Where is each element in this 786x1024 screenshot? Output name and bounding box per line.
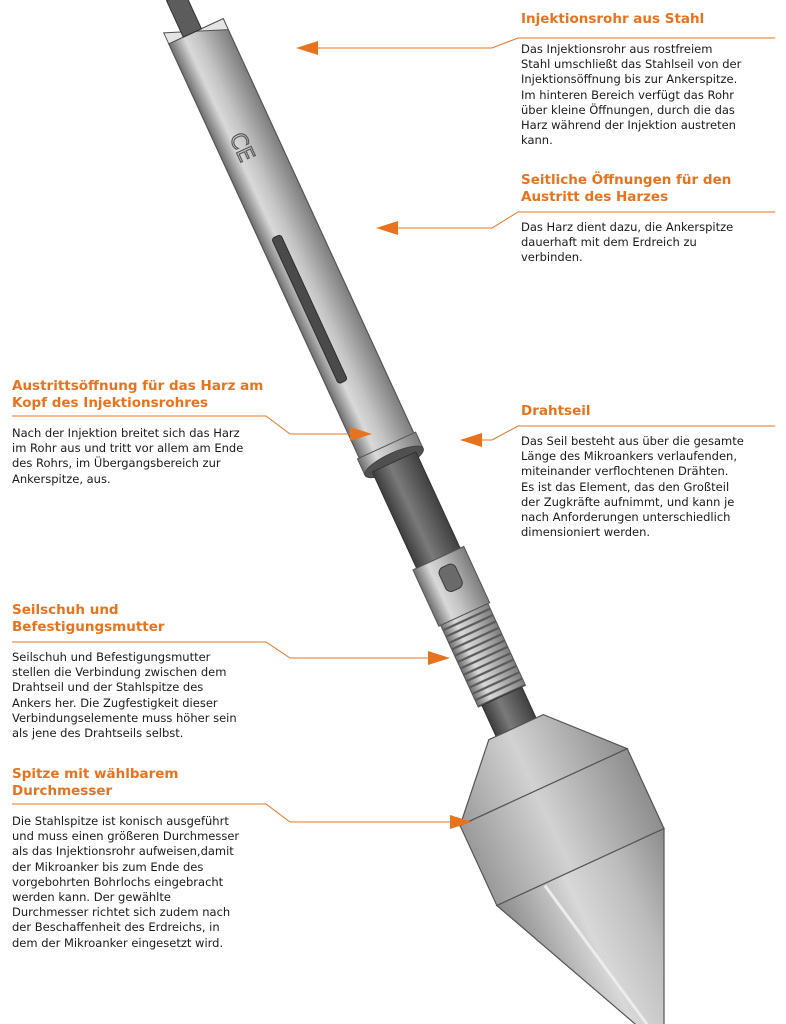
callout-seilschuh [12,602,274,741]
callout-text: Das Seil besteht aus über die gesamte Länge des Mikroankers verlaufenden, miteinander verflochtenen Drähten. Es ist das Element, das den Großteil der Zugkräfte aufnimmt, und kann je nach Anforderungen unterschiedlich dimensioniert werden. [521,434,744,540]
callout-text: Das Harz dient dazu, die Ankerspitze dauerhaft mit dem Erdreich zu verbinden. [521,220,734,265]
ce-marking: CE [223,129,259,167]
callout-injektionsrohr [521,11,776,148]
callout-drahtseil [521,403,781,540]
arrow-drahtseil [460,433,482,447]
callout-text: Nach der Injektion breitet sich das Harz im Rohr aus und tritt vor allem am Ende des Rohrs, im Übergangsbereich zur Ankerspitze, aus. [12,426,244,486]
arrow-seilschuh [428,651,450,665]
tip-head [432,689,747,1024]
callout-seitliche-oeffnungen [521,172,776,266]
callout-title: Austrittsöffnung für das Harz am Kopf des Injektionsrohres [12,378,264,411]
callout-austrittsoeffnung [12,378,274,487]
callout-text: Das Injektionsrohr aus rostfreiem Stahl umschließt das Stahlseil von der Injektionsöffnung bis zur Ankerspitze. Im hinteren Bereich verfügt das Rohr über kleine Öffnungen, durch die das Harz während der Injektion austreten kann. [521,42,742,148]
arrow-seitliche-oeffnungen [376,221,398,235]
callout-title: Drahtseil [521,403,591,419]
fastening-nut [441,604,540,738]
callout-title: Injektionsrohr aus Stahl [521,11,705,27]
arrow-injektionsrohr [296,41,318,55]
callout-title: Spitze mit wählbarem Durchmesser [12,766,179,799]
callout-text: Die Stahlspitze ist konisch ausgeführt und muss einen größeren Durchmesser als das Injektionsrohr aufweisen,damit der Mikroanker bis zum Ende des vorgebohrten Bohrlochs eingebracht werden kann. Der gewählte Durchmesser richtet sich zudem nach der Beschaffenheit des Erdreichs, in dem der Mikroanker eingesetzt wird. [12,814,240,950]
callout-title: Seilschuh und Befestigungsmutter [12,602,165,635]
callout-spitze [12,766,274,951]
callout-text: Seilschuh und Befestigungsmutter stellen die Verbindung zwischen dem Drahtseil und der Stahlspitze des Ankers her. Die Zugfestigkeit dieser Verbindungselemente muss höher sein als jene des Drahtseils selbst. [12,650,237,741]
callout-title: Seitliche Öffnungen für den Austritt des Harzes [521,172,732,205]
